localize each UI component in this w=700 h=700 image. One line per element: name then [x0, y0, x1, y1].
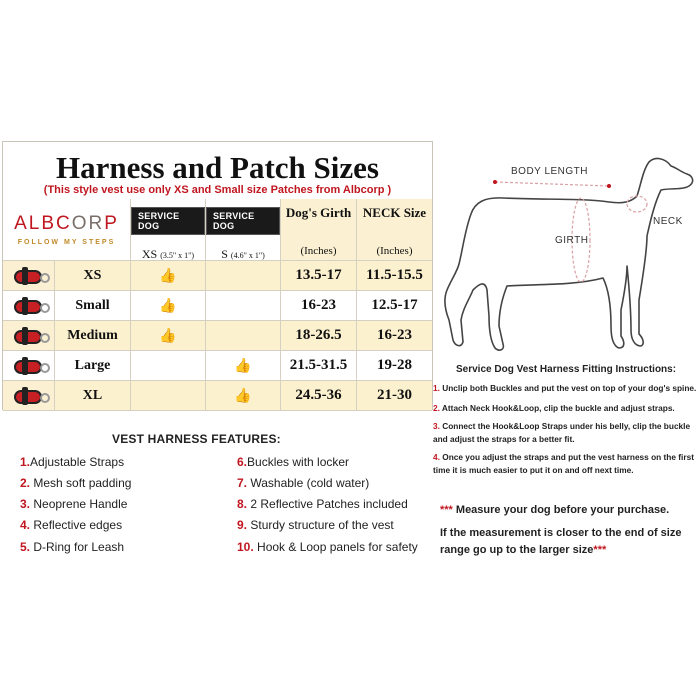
chart-title: Harness and Patch Sizes	[56, 150, 379, 185]
s-patch-dimensions: (4.6" x 1")	[230, 251, 265, 260]
measure-note-line3: range go up to the larger size***	[440, 544, 607, 556]
instruction-step: 3. Connect the Hook&Loop Straps under his belly, clip the buckle and adjust the straps for a better fit.	[433, 421, 691, 444]
instruction-step: 1. Unclip both Buckles and put the vest on top of your dog's spine.	[433, 383, 697, 393]
table-header-row	[3, 199, 432, 261]
body-length-label: BODY LENGTH	[511, 166, 588, 177]
instruction-step: 4. Once you adjust the straps and put the vest harness on the first time it is much easier to put it on and off next time.	[433, 452, 694, 475]
s-patch-size: S	[221, 247, 228, 261]
dog-measurement-diagram	[433, 140, 700, 365]
harness-icon	[10, 387, 48, 405]
chart-subtitle: (This style vest use only XS and Small size Patches from Albcorp )	[43, 184, 392, 196]
thumbs-up-icon: 👍	[234, 387, 252, 403]
xs-patch-header	[131, 199, 206, 261]
thumbs-up-icon: 👍	[159, 297, 177, 313]
harness-icon	[10, 357, 48, 375]
girth-value: 13.5-17	[295, 267, 342, 283]
neck-value: 16-23	[377, 327, 412, 343]
dog-silhouette-icon	[445, 159, 693, 351]
neck-label: NECK	[653, 216, 683, 227]
features-title: VEST HARNESS FEATURES:	[112, 432, 281, 446]
thumbs-up-icon: 👍	[234, 357, 252, 373]
feature-item: 6.Buckles with locker	[237, 455, 350, 469]
girth-value: 18-26.5	[295, 327, 342, 343]
thumbs-up-icon: 👍	[159, 267, 177, 283]
measure-note: *** Measure your dog before your purchase.	[440, 504, 670, 516]
service-dog-patch-icon: SERVICE DOG	[131, 207, 205, 235]
girth-value: 16-23	[301, 297, 336, 313]
feature-item: 2. Mesh soft padding	[20, 476, 132, 490]
harness-icon	[10, 327, 48, 345]
service-dog-patch-icon: SERVICE DOG	[206, 207, 280, 235]
xs-patch-size: XS	[141, 247, 158, 261]
neck-value: 21-30	[377, 387, 412, 403]
size-label: XL	[82, 387, 103, 403]
size-label: Small	[75, 297, 110, 313]
table-row	[3, 291, 432, 321]
feature-item: 9. Sturdy structure of the vest	[237, 518, 394, 532]
table-row	[3, 351, 432, 381]
feature-item: 5. D-Ring for Leash	[20, 540, 125, 554]
size-label: XS	[83, 267, 102, 283]
logo-wordmark: ALBCORP	[14, 213, 119, 234]
girth-header: Dog's Girth (Inches)	[281, 199, 357, 261]
neck-value: 11.5-15.5	[366, 267, 423, 283]
logo-tagline: FOLLOW MY STEPS	[17, 239, 116, 246]
brand-logo	[3, 199, 131, 261]
size-label: Large	[74, 357, 111, 373]
feature-item: 8. 2 Reflective Patches included	[237, 497, 408, 511]
table-row	[3, 381, 432, 411]
table-row	[3, 321, 432, 351]
neck-value: 19-28	[377, 357, 412, 373]
size-label: Medium	[67, 327, 118, 343]
size-chart	[2, 141, 433, 410]
measure-note-line2: If the measurement is closer to the end of size	[440, 527, 682, 539]
table-row	[3, 261, 432, 291]
instruction-step: 2. Attach Neck Hook&Loop, clip the buckle and adjust straps.	[433, 403, 675, 413]
harness-icon	[10, 267, 48, 285]
feature-item: 1.Adjustable Straps	[20, 455, 125, 469]
body-length-line	[495, 182, 609, 186]
feature-item: 4. Reflective edges	[20, 518, 123, 532]
girth-value: 24.5-36	[295, 387, 342, 403]
neck-header: NECK Size (Inches)	[357, 199, 432, 261]
feature-item: 10. Hook & Loop panels for safety	[237, 540, 418, 554]
feature-item: 7. Washable (cold water)	[237, 476, 370, 490]
girth-value: 21.5-31.5	[289, 357, 348, 373]
thumbs-up-icon: 👍	[159, 327, 177, 343]
neck-loop	[627, 196, 647, 212]
s-patch-header	[206, 199, 281, 261]
xs-patch-dimensions: (3.5" x 1")	[160, 251, 195, 260]
harness-icon	[10, 297, 48, 315]
instructions-title: Service Dog Vest Harness Fitting Instructions:	[456, 364, 677, 375]
girth-label: GIRTH	[555, 235, 589, 246]
neck-value: 12.5-17	[371, 297, 418, 313]
feature-item: 3. Neoprene Handle	[20, 497, 128, 511]
